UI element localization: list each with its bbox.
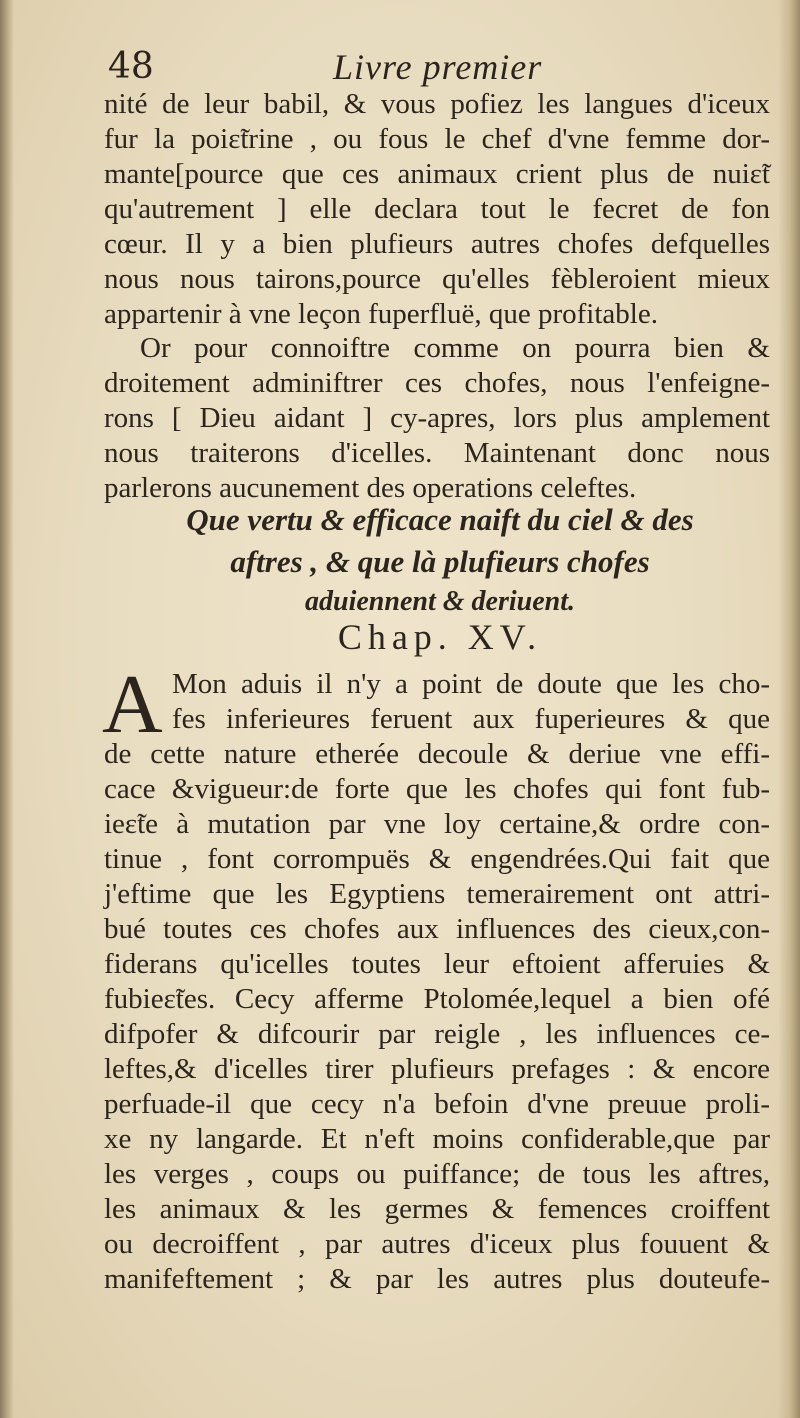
- text-line: appartenir à vne leçon fuperfluë, que profitable.: [104, 298, 658, 330]
- text-line: de cette nature etherée decoule & deriue vne effi-: [104, 738, 770, 770]
- text-line: difpofer & difcourir par reigle , les influences ce-: [104, 1018, 770, 1050]
- text-line: xe ny langarde. Et n'eft moins confiderable,que par: [104, 1123, 770, 1155]
- page-number: 48: [108, 46, 154, 87]
- text-line: ou decroiffent , par autres d'iceux plus fouuent &: [104, 1228, 770, 1260]
- text-line: Mon aduis il n'y a point de doute que les cho-: [172, 668, 770, 700]
- chapter-title-line: Que vertu & efficace naift du ciel & des: [186, 502, 694, 537]
- text-line: mante[pource que ces animaux crient plus de nuiɛ̃t: [104, 158, 770, 190]
- page-right-shadow: [778, 0, 800, 1418]
- chapter-title-line: aduiennent & deriuent.: [305, 586, 575, 617]
- text-line: fur la poiɛ̃trine , ou fous le chef d'vne femme dor-: [104, 123, 770, 155]
- chapter-label: Chap. XV.: [337, 617, 543, 657]
- text-line: fiderans qu'icelles toutes leur eftoient afferuies &: [104, 948, 770, 980]
- text-line: nous traiterons d'icelles. Maintenant donc nous: [104, 437, 770, 469]
- text-line: fes inferieures feruent aux fuperieures & que: [172, 703, 770, 735]
- running-head: Livre premier: [333, 47, 543, 87]
- text-line: cœur. Il y a bien plufieurs autres chofes defquelles: [104, 228, 770, 260]
- text-line: manifeftement ; & par les autres plus douteufe-: [104, 1263, 770, 1295]
- page-left-shadow: [0, 0, 14, 1418]
- text-line: rons [ Dieu aidant ] cy-apres, lors plus amplement: [104, 402, 770, 434]
- text-line: les verges , coups ou puiffance; de tous les aftres,: [104, 1158, 770, 1190]
- text-line: fubieɛ̃tes. Cecy afferme Ptolomée,lequel a bien ofé: [104, 983, 770, 1015]
- text-line: tinue , font corrompuës & engendrées.Qui fait que: [104, 843, 770, 875]
- text-line: les animaux & les germes & femences croiffent: [104, 1193, 770, 1225]
- text-line: bué toutes ces chofes aux influences des cieux,con-: [104, 913, 770, 945]
- text-line: nité de leur babil, & vous pofiez les langues d'iceux: [104, 88, 770, 120]
- chapter-title-line: aftres , & que là plufieurs chofes: [230, 544, 650, 579]
- text-line: perfuade-il que cecy n'a befoin d'vne preuue proli-: [104, 1088, 770, 1120]
- text-line: droitement adminiftrer ces chofes, nous l'enfeigne-: [104, 367, 770, 399]
- text-line: parlerons aucunement des operations celeftes.: [104, 472, 637, 504]
- text-line: qu'autrement ] elle declara tout le fecret de fon: [104, 193, 770, 225]
- text-line: cace &vigueur:de forte que les chofes qui font fub-: [104, 773, 770, 805]
- text-line: nous nous tairons,pource qu'elles fèbleroient mieux: [104, 263, 770, 295]
- text-line: j'eftime que les Egyptiens temerairement ont attri-: [104, 878, 770, 910]
- text-line: leftes,& d'icelles tirer plufieurs prefages : & encore: [104, 1053, 770, 1085]
- drop-cap: A: [102, 658, 163, 751]
- text-line: Or pour connoiftre comme on pourra bien &: [140, 332, 770, 364]
- text-line: ieɛ̃te à mutation par vne loy certaine,& ordre con-: [104, 808, 770, 840]
